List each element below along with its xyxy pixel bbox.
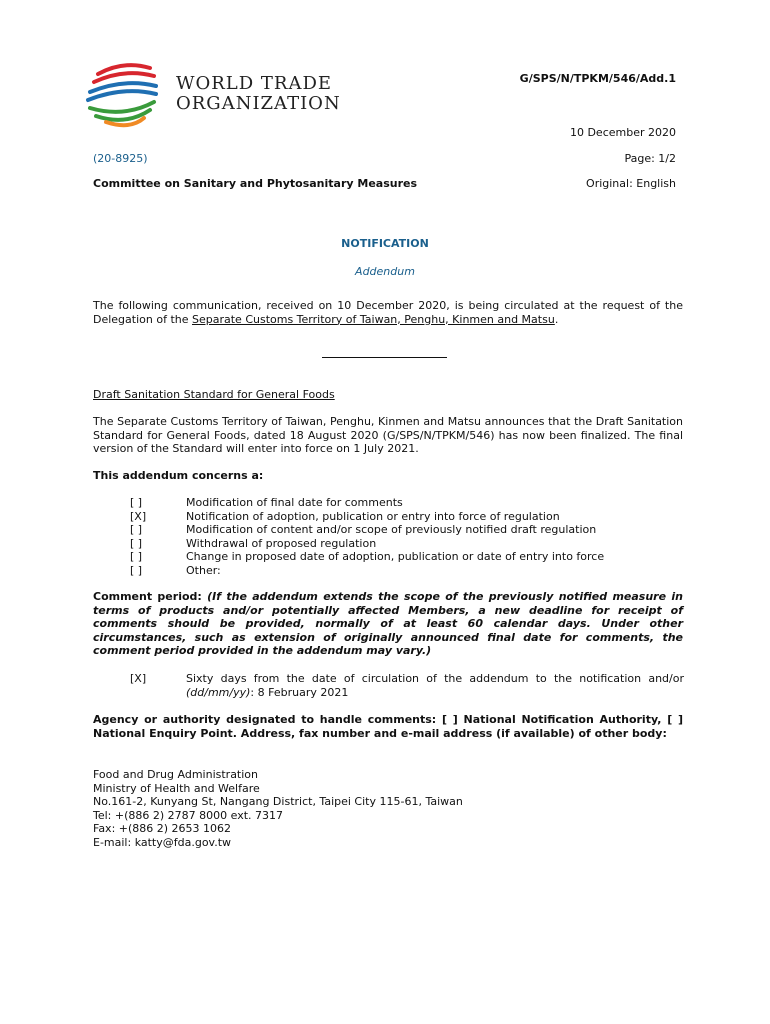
page-indicator: Page: 1/2 [624,152,676,165]
section-title: Draft Sanitation Standard for General Foods [93,388,335,401]
option-checkbox: [ ] [130,536,143,550]
option-label: Modification of content and/or scope of previously notified draft regulation [186,523,597,536]
wto-wordmark-line1: WORLD TRADE [176,73,333,94]
contact-line: Fax: +(886 2) 2653 1062 [93,822,232,835]
agency-contact [93,768,593,849]
option-label: Withdrawal of proposed regulation [186,536,377,550]
contact-line: Food and Drug Administration [93,768,258,781]
option-checkbox: [ ] [130,496,143,509]
reference-number: (20-8925) [93,152,148,165]
comment-option-checkbox: [X] [130,672,147,685]
comment-option-date-label: (dd/mm/yy) [186,685,251,699]
option-row [130,496,690,510]
document-date: 10 December 2020 [569,126,676,139]
comment-period [93,590,683,658]
intro-text: The following communication, received on 10 December 2020, is being circulated at the request of the Delegation of the [93,299,683,326]
option-checkbox: [ ] [130,550,143,563]
contact-line: Ministry of Health and Welfare [93,781,260,795]
option-row [130,564,690,578]
page-title: NOTIFICATION [341,237,429,250]
concerns-options [130,496,690,577]
divider [322,357,447,358]
intro-paragraph [93,299,683,326]
wto-wordmark-line2: ORGANIZATION [176,93,341,114]
option-checkbox: [ ] [130,563,143,577]
comment-period-note: (If the addendum extends the scope of the previously notified measure in terms of products and/or potentially affected Members, a new deadline for receipt of comments should be provided, normally of at least 60 calendar days. Under other circumstances, such as extension of originally announced final date for comments, the comment period provided in the addendum may vary.) [93,590,683,657]
concerns-heading: This addendum concerns a: [93,469,264,482]
option-label: Modification of final date for comments [186,496,403,509]
comment-period-label: Comment period: [93,590,202,603]
original-language: Original: English [586,177,676,190]
document-symbol: G/SPS/N/TPKM/546/Add.1 [519,72,676,85]
contact-line: No.161-2, Kunyang St, Nangang District, Taipei City 115-61, Taiwan [93,795,463,808]
contact-line: Tel: +(886 2) 2787 8000 ext. 7317 [93,808,284,822]
option-checkbox: [X] [130,509,147,523]
comment-option-text: Sixty days from the date of circulation of the addendum to the notification and/or [186,672,684,685]
option-label: Change in proposed date of adoption, publication or date of entry into force [186,550,605,563]
wto-wordmark [176,74,341,114]
page-subtitle: Addendum [355,265,415,278]
wto-logo-icon [84,58,164,128]
member-name: Separate Customs Territory of Taiwan, Penghu, Kinmen and Matsu [192,312,555,326]
committee-name: Committee on Sanitary and Phytosanitary Measures [93,177,418,190]
option-label: Other: [186,563,221,577]
option-row [130,537,690,551]
comment-option [186,672,684,699]
option-checkbox: [ ] [130,523,143,536]
section-body: The Separate Customs Territory of Taiwan, Penghu, Kinmen and Matsu announces that the Draft Sanitation Standard for General Foods, dated 18 August 2020 (G/SPS/N/TPKM/546) has now been finalized. The final version of the Standard will enter into force on 1 July 2021. [93,415,683,455]
option-row [130,523,690,537]
comment-option-date: : 8 February 2021 [250,685,349,699]
option-row [130,550,690,564]
contact-line: E-mail: katty@fda.gov.tw [93,835,232,849]
intro-end: . [554,312,559,326]
agency-heading: Agency or authority designated to handle comments: [ ] National Notification Authority, [ ] National Enquiry Point. Address, fax number and e-mail address (if available) of other body: [93,713,683,740]
option-row [130,510,690,524]
option-label: Notification of adoption, publication or entry into force of regulation [186,509,560,523]
